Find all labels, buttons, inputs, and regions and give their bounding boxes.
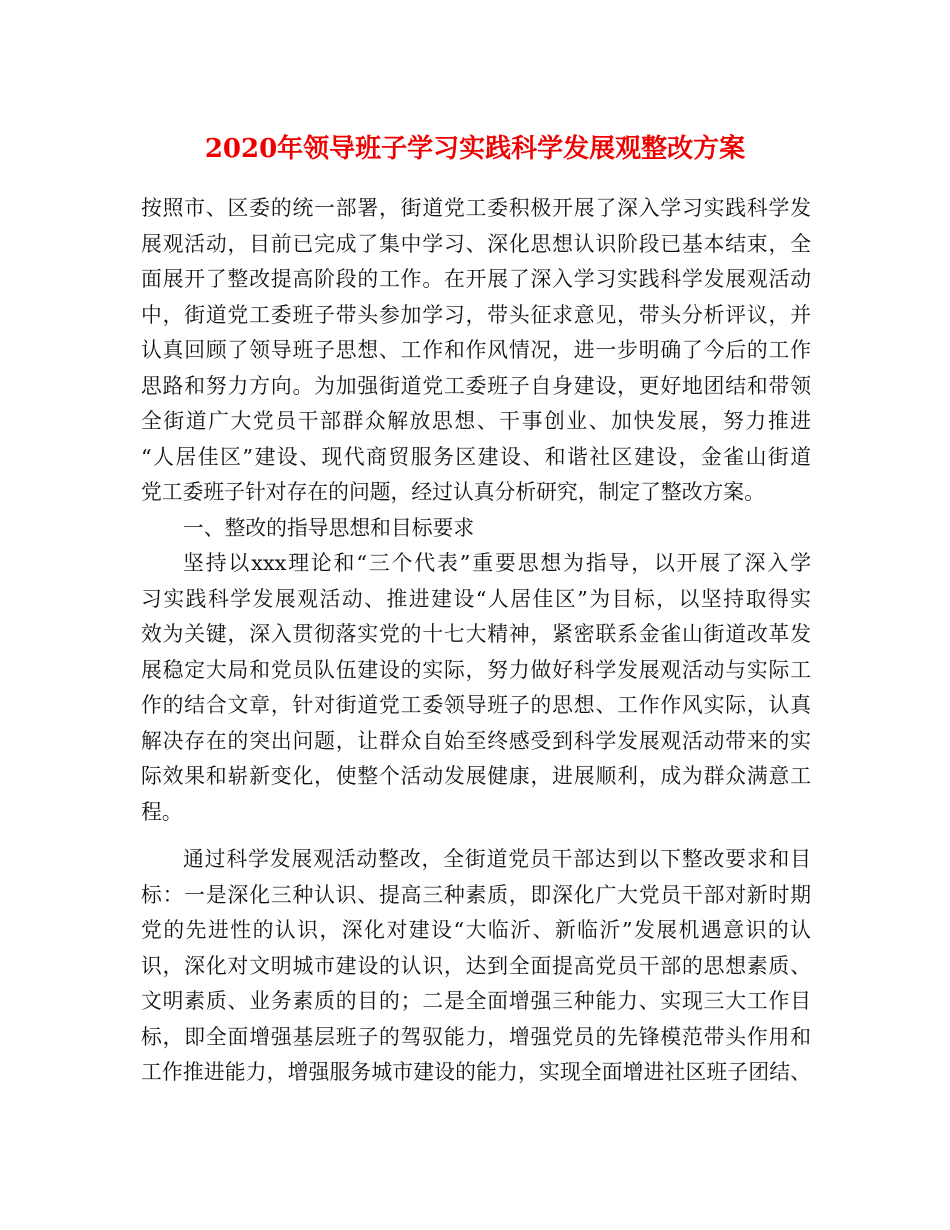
body-line: 中，街道党工委班子带头参加学习，带头征求意见，带头分析评议，并: [141, 302, 811, 327]
body-line: 文明素质、业务素质的目的；二是全面增强三种能力、实现三大工作目: [141, 989, 811, 1013]
body-line: 认真回顾了领导班子思想、工作和作风情况，进一步明确了今后的工作: [141, 338, 811, 362]
body-line: 思路和努力方向。为加强街道党工委班子自身建设，更好地团结和带领: [141, 373, 811, 398]
body-line: 识，深化对文明城市建设的认识，达到全面提高党员干部的思想素质、: [141, 953, 811, 978]
body-line: 作的结合文章，针对街道党工委领导班子的思想、工作作风实际，认真: [141, 693, 811, 717]
body-line: 全街道广大党员干部群众解放思想、干事创业、加快发展，努力推进: [141, 409, 811, 433]
body-line: 标：一是深化三种认识、提高三种素质，即深化广大党员干部对新时期: [141, 882, 811, 907]
body-line: 展观活动，目前已完成了集中学习、深化思想认识阶段已基本结束，全: [141, 231, 811, 256]
body-line: 展稳定大局和党员队伍建设的实际，努力做好科学发展观活动与实际工: [141, 657, 811, 682]
body-line: 党工委班子针对存在的问题，经过认真分析研究，制定了整改方案。: [141, 480, 765, 504]
body-line: “人居佳区”建设、现代商贸服务区建设、和谐社区建设，金雀山街道: [141, 444, 811, 469]
document-body: [141, 191, 811, 1091]
body-line: 解决存在的突出问题，让群众自始至终感受到科学发展观活动带来的实: [141, 728, 811, 753]
body-line: 际效果和崭新变化，使整个活动发展健康，进展顺利，成为群众满意工: [141, 764, 811, 788]
body-line: 按照市、区委的统一部署，街道党工委积极开展了深入学习实践科学发: [141, 196, 811, 220]
body-line: 程。: [141, 799, 183, 824]
section-heading: 一、整改的指导思想和目标要求: [183, 515, 475, 540]
document-title: 2020年领导班子学习实践科学发展观整改方案: [204, 134, 746, 164]
body-line: 面展开了整改提高阶段的工作。在开展了深入学习实践科学发展观活动: [141, 267, 811, 291]
body-line: 习实践科学发展观活动、推进建设“人居佳区”为目标，以坚持取得实: [141, 586, 811, 611]
body-line: 效为关键，深入贯彻落实党的十七大精神，紧密联系金雀山街道改革发: [141, 622, 811, 646]
body-line: 通过科学发展观活动整改，全街道党员干部达到以下整改要求和目: [183, 847, 811, 871]
body-line: 坚持以xxx理论和“三个代表”重要思想为指导，以开展了深入学: [183, 551, 811, 575]
body-line: 工作推进能力，增强服务城市建设的能力，实现全面增进社区班子团结、: [141, 1060, 811, 1084]
body-line: 标，即全面增强基层班子的驾驭能力，增强党员的先锋模范带头作用和: [141, 1024, 811, 1049]
body-line: 党的先进性的认识，深化对建设“大临沂、新临沂”发展机遇意识的认: [141, 918, 811, 942]
